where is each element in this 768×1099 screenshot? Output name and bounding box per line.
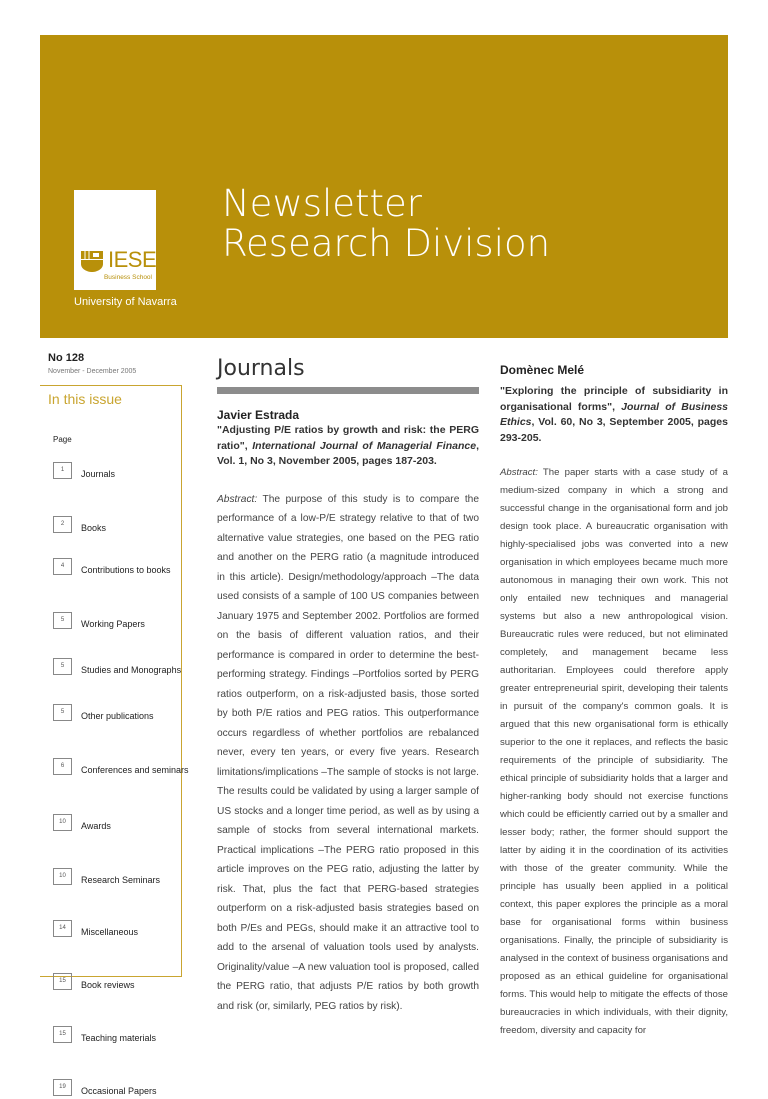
abstract-text: The purpose of this study is to compare the performance of a low-P/E strategy relative to that of two alternative value strategies, one based on the PEG ratio and another on the PERG ratio (a magnitude introduced in this article). Design/methodology/approach –The data used consists of a sample of 100 US companies between January 1975 and September 2002. Portfolios are formed on the basis of different valuation ratios, and their performance is compared in order to determine the best-performing strategy. Findings –Portfolios sorted by PERG ratios outperform, on a risk-adjusted basis, those sorted by both P/E ratios and PEG ratios. This outperformance occurs regardless of whether portfolios are rebalanced never, every ten years, or every five years. Research limitations/implications –The sample of stocks is not large. The results could be validated by using a larger sample of US stocks and a longer time period, as well as by using a sample of stocks from several international markets. Practical implications –The PERG ratio proposed in this article improves on the PEG ratio, adjusting the latter by risk. That, plus the fact that PERG-based strategies outperform on a risk-adjusted basis strategies based on both P/Es and PEGs, should make it an attractive tool to add to the arsenal of valuation tools used by analysts. Originality/value –A new valuation tool is proposed, called the PERG ratio, that adjusts P/E ratios by both growth and risk (or, similarly, PEG ratios by risk). (217, 493, 479, 1012)
title-line-2: Research Division (222, 222, 551, 265)
issue-date: November - December 2005 (48, 368, 137, 375)
toc-item-label: Awards (81, 821, 111, 831)
toc-item-label: Contributions to books (81, 565, 171, 575)
toc-item-label: Teaching materials (81, 1033, 157, 1043)
abstract-label: Abstract: (217, 493, 258, 505)
toc-page-number: 5 (53, 704, 72, 721)
toc-item-label: Conferences and seminars (81, 765, 189, 775)
toc-page-number: 1 (53, 462, 72, 479)
article-details: , Vol. 60, No 3, September 2005, pages 293-205. (500, 416, 728, 444)
abstract-label: Abstract: (500, 467, 538, 478)
toc-item-label: Miscellaneous (81, 927, 139, 937)
toc-page-number: 4 (53, 558, 72, 575)
article-author: Domènec Melé (500, 363, 585, 377)
article-abstract (500, 464, 728, 1040)
abstract-text: The paper starts with a case study of a medium-sized company in which a strong and successful change in the organisational form and job design took place. A bureaucratic organisation with highly-specialised jobs was converted into a new organisation in which employees became much more autonomous in managing their own work. This not only entailed new techniques and managerial systems but also a new anthropological vision. Bureaucratic rules were reduced, but not eliminated completely, and management became less authoritarian. Employees could therefore apply greater entrepreneurial spirit, developing their talents in pursuit of the company's common goals. It is argued that this new organisational form is ethically superior to the one it replaces, and reflects the basic requirements of the principle of subsidiarity. The ethical principle of subsidiarity holds that a larger and higher-ranking body should not exercise functions which could be efficiently carried out by a smaller and lesser body; rather, the former should support the latter by aiding it in the coordination of its activities with those of the greater community. While the principle has usually been applied in a political context, this paper explores the principle as a moral base for organisational forms within business organisations. Finally, the principle of subsidiarity is analysed in the context of business organisations and proposed as an ethical guideline for organisational forms. This would help to mitigate the effects of those bureaucracies in which individuals, with their dignity, freedom, diversity and capacity for (500, 467, 728, 1036)
logo-subtext: Business School (103, 274, 152, 281)
toc-page-number: 10 (53, 868, 72, 885)
toc-page-number: 19 (53, 1079, 72, 1096)
logo-text: IESE (108, 247, 157, 272)
toc-item-label: Studies and Monographs (81, 665, 182, 675)
table-of-contents (40, 385, 189, 1096)
toc-page-number: 6 (53, 758, 72, 775)
toc-item-label: Occasional Papers (81, 1086, 157, 1096)
toc-page-number: 14 (53, 920, 72, 937)
toc-item-label: Research Seminars (81, 875, 161, 885)
article-title: "Adjusting P/E ratios by growth and risk: the PERG ratio", (217, 424, 479, 452)
journal-name: International Journal of Managerial Finance (252, 439, 477, 452)
toc-page-number: 5 (53, 612, 72, 629)
section-title: Journals (217, 356, 305, 381)
toc-item-label: Working Papers (81, 619, 145, 629)
toc-item-label: Other publications (81, 711, 154, 721)
second-article-column (500, 355, 728, 1040)
shield-icon (80, 249, 104, 273)
article-details: , Vol. 1, No 3, November 2005, pages 187-203. (217, 439, 479, 467)
toc-page-number: 5 (53, 658, 72, 675)
article-citation (217, 423, 479, 470)
toc-page-number: 15 (53, 973, 72, 990)
article-author: Javier Estrada (217, 408, 300, 422)
title-line-1: Newsletter (222, 182, 423, 225)
toc-page-number: 15 (53, 1026, 72, 1043)
university-name: University of Navarra (74, 296, 177, 308)
article-citation (500, 384, 728, 446)
toc-heading: In this issue (48, 391, 122, 407)
newsletter-title (222, 184, 550, 264)
article-abstract (217, 490, 479, 1017)
section-divider (217, 387, 479, 394)
issue-number: No 128 (48, 352, 85, 364)
toc-item-label: Books (81, 523, 107, 533)
article-title: "Exploring the principle of subsidiarity in organisational forms", (500, 385, 728, 413)
journals-column (217, 355, 479, 1016)
iese-logo (74, 190, 156, 290)
toc-page-number: 10 (53, 814, 72, 831)
toc-page-label: Page (53, 435, 72, 444)
journal-name: Journal of Business Ethics (500, 400, 728, 428)
toc-item-label: Journals (81, 469, 116, 479)
toc-item-label: Book reviews (81, 980, 135, 990)
toc-page-number: 2 (53, 516, 72, 533)
